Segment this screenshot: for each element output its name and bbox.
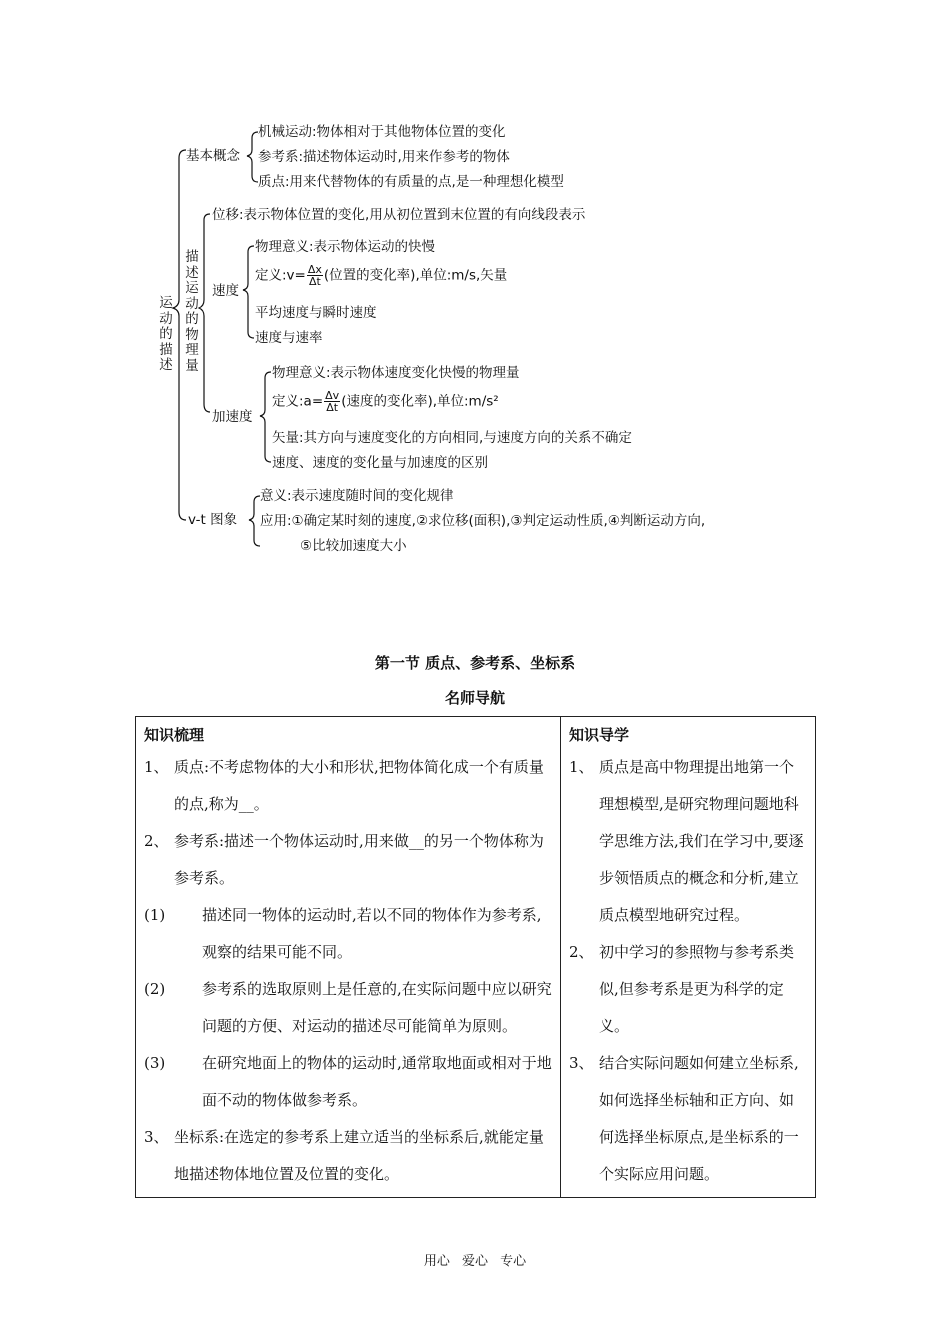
quantities-label: 描述运动的物理量: [185, 249, 199, 374]
particle-text: 质点:用来代替物体的有质量的点,是一种理想化模型: [258, 174, 564, 190]
list-item: 3、 坐标系:在选定的参考系上建立适当的坐标系后,就能定量地描述物体地位置及位置的变化。: [144, 1128, 544, 1183]
section-title: 第一节 质点、参考系、坐标系: [374, 654, 576, 672]
list-item: 2、 初中学习的参照物与参考系类似,但参考系是更为科学的定义。: [569, 943, 795, 1035]
list-item: (3) 在研究地面上的物体的运动时,通常取地面或相对于地面不动的物体做参考系。: [144, 1054, 552, 1109]
acceleration-label: 加速度: [212, 409, 253, 425]
list-item: 3、 结合实际问题如何建立坐标系,如何选择坐标轴和正方向、如何选择坐标原点,是坐标系的一个实际应用问题。: [569, 1054, 799, 1183]
left-column: [136, 717, 561, 1198]
acceleration-fraction: $\frac{\Delta v}{\Delta t}$: [325, 389, 340, 414]
basic-concepts-label: 基本概念: [186, 148, 240, 164]
vt-application-text-2: ⑤比较加速度大小: [300, 538, 407, 554]
left-column-header: 知识梳理: [144, 726, 205, 744]
acceleration-definition: 定义:a= $\frac{\Delta v}{\Delta t}$ (速度的变化率),单位:m/s²: [272, 389, 499, 414]
acceleration-vector-text: 矢量:其方向与速度变化的方向相同,与速度方向的关系不确定: [272, 430, 632, 446]
list-item: 1、 质点是高中物理提出地第一个理想模型,是研究物理问题地科学思维方法,我们在学习中,要逐步领悟质点的概念和分析,建立质点模型地研究过程。: [569, 758, 804, 924]
velocity-definition: 定义:v= $\frac{\Delta x}{\Delta t}$ (位置的变化率),单位:m/s,矢量: [255, 263, 508, 288]
list-item: 2、 参考系:描述一个物体运动时,用来做__的另一个物体称为参考系。: [144, 832, 544, 887]
right-column: [561, 717, 816, 1198]
acceleration-diff-text: 速度、速度的变化量与加速度的区别: [272, 455, 488, 471]
vt-application-text: 应用:①确定某时刻的速度,②求位移(面积),③判定运动性质,④判断运动方向,: [260, 513, 706, 529]
brace-lines: [0, 0, 950, 600]
vt-meaning-text: 意义:表示速度随时间的变化规律: [260, 488, 454, 504]
list-item: (1) 描述同一物体的运动时,若以不同的物体作为参考系,观察的结果可能不同。: [144, 906, 542, 961]
subtitle: 名师导航: [444, 689, 505, 707]
root-label: 运动的描述: [159, 295, 173, 373]
velocity-meaning-text: 物理意义:表示物体运动的快慢: [255, 239, 436, 255]
knowledge-table: [135, 716, 816, 1198]
reference-frame-text: 参考系:描述物体运动时,用来作参考的物体: [258, 149, 510, 165]
acceleration-meaning-text: 物理意义:表示物体速度变化快慢的物理量: [272, 365, 520, 381]
velocity-label: 速度: [212, 283, 239, 299]
speed-text: 速度与速率: [255, 330, 323, 346]
right-column-header: 知识导学: [569, 726, 630, 744]
list-item: (2) 参考系的选取原则上是任意的,在实际问题中应以研究问题的方便、对运动的描述尽可能简单为原则。: [144, 980, 552, 1035]
page-footer: 用心 爱心 专心: [423, 1254, 527, 1269]
vt-graph-label: v-t 图象: [188, 512, 238, 528]
velocity-fraction: $\frac{\Delta x}{\Delta t}$: [307, 263, 322, 288]
concept-map: [0, 0, 950, 600]
list-item: 1、 质点:不考虑物体的大小和形状,把物体简化成一个有质量的点,称为__。: [144, 758, 544, 813]
avg-velocity-text: 平均速度与瞬时速度: [255, 305, 377, 321]
displacement-text: 位移:表示物体位置的变化,用从初位置到末位置的有向线段表示: [212, 207, 586, 223]
mechanical-motion-text: 机械运动:物体相对于其他物体位置的变化: [258, 124, 506, 140]
table-row: [136, 717, 816, 1198]
